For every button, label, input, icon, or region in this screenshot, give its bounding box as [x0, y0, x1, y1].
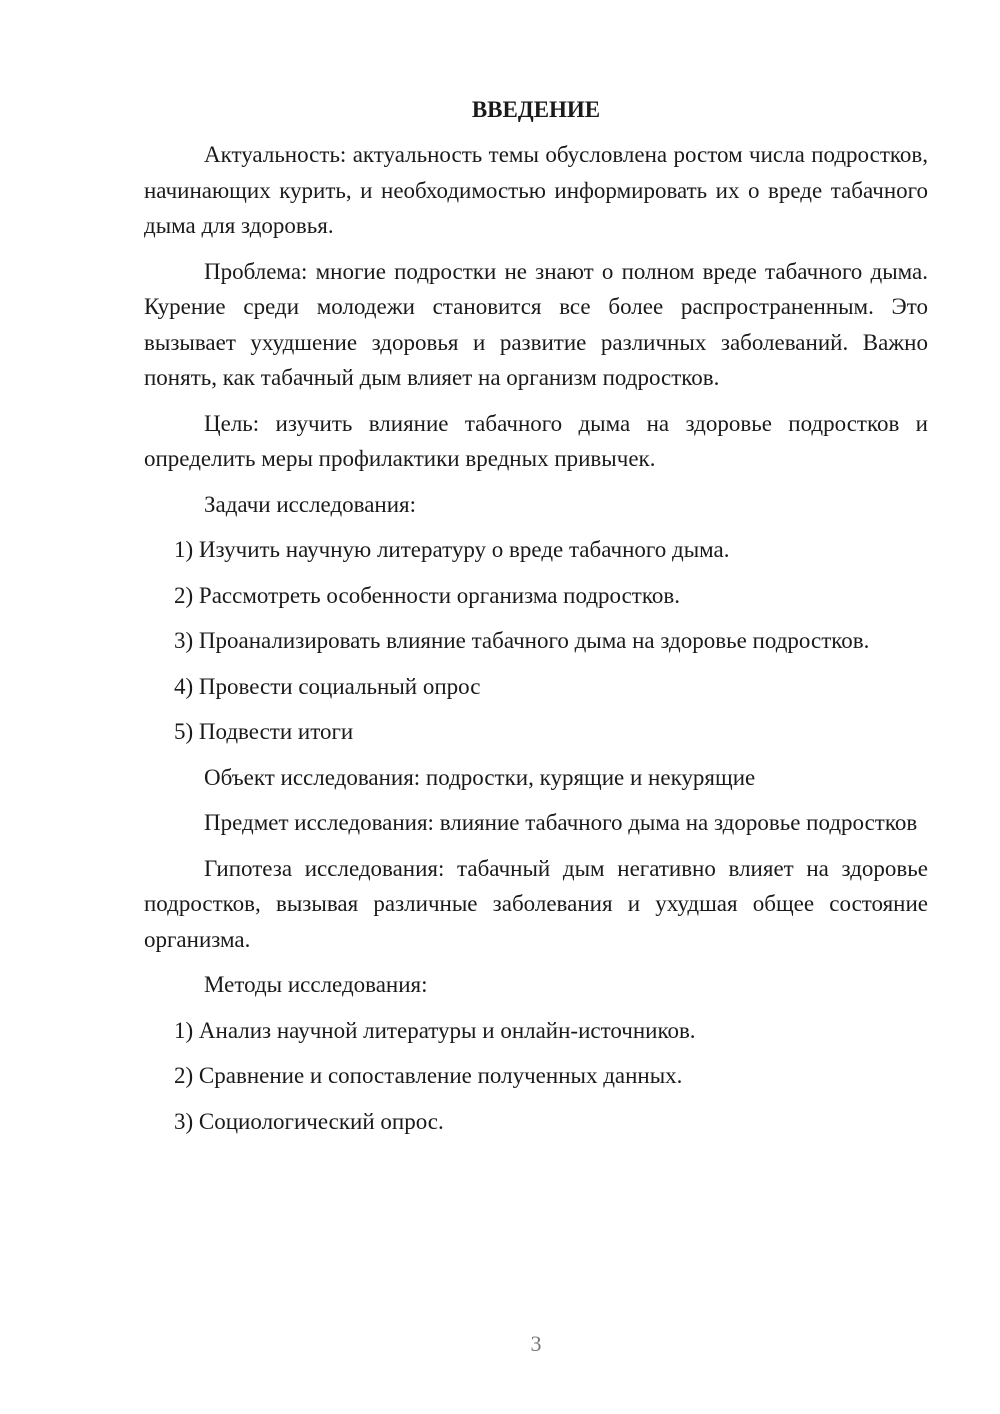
task-item: 1) Изучить научную литературу о вреде табачного дыма.: [174, 537, 730, 562]
document-body: [144, 92, 928, 1149]
task-item: 5) Подвести итоги: [174, 719, 354, 744]
method-item: 1) Анализ научной литературы и онлайн-источников.: [174, 1017, 696, 1043]
hypothesis-paragraph: Гипотеза исследования: табачный дым негативно влияет на здоровье подростков, вызывая различные заболевания и ухудшая общее состояние организма.: [144, 855, 928, 952]
method-item: 3) Социологический опрос.: [174, 1108, 444, 1134]
relevance-paragraph: Актуальность: актуальность темы обусловлена ростом числа подростков, начинающих курить, и необходимостью информировать их о вреде табачного дыма для здоровья.: [144, 142, 928, 238]
method-item: 2) Сравнение и сопоставление полученных данных.: [174, 1063, 683, 1088]
task-item: 4) Провести социальный опрос: [174, 673, 481, 699]
goal-paragraph: Цель: изучить влияние табачного дыма на здоровье подростков и определить меры профилактики вредных привычек.: [144, 410, 928, 471]
object-paragraph: Объект исследования: подростки, курящие и некурящие: [204, 764, 756, 790]
tasks-heading: Задачи исследования:: [204, 491, 417, 517]
subject-paragraph: Предмет исследования: влияние табачного дыма на здоровье подростков: [204, 810, 918, 835]
section-title: ВВЕДЕНИЕ: [471, 97, 601, 122]
task-item: 3) Проанализировать влияние табачного дыма на здоровье подростков.: [174, 628, 870, 653]
task-item: 2) Рассмотреть особенности организма подростков.: [174, 582, 680, 608]
methods-heading: Методы исследования:: [204, 972, 428, 997]
page-number: 3: [530, 1331, 542, 1356]
problem-paragraph: Проблема: многие подростки не знают о полном вреде табачного дыма. Курение среди молодежи становится все более распространенным. Это вызывает ухудшение здоровья и развитие различных заболеваний. Важно понять, как табачный дым влияет на организм подростков.: [144, 258, 928, 390]
